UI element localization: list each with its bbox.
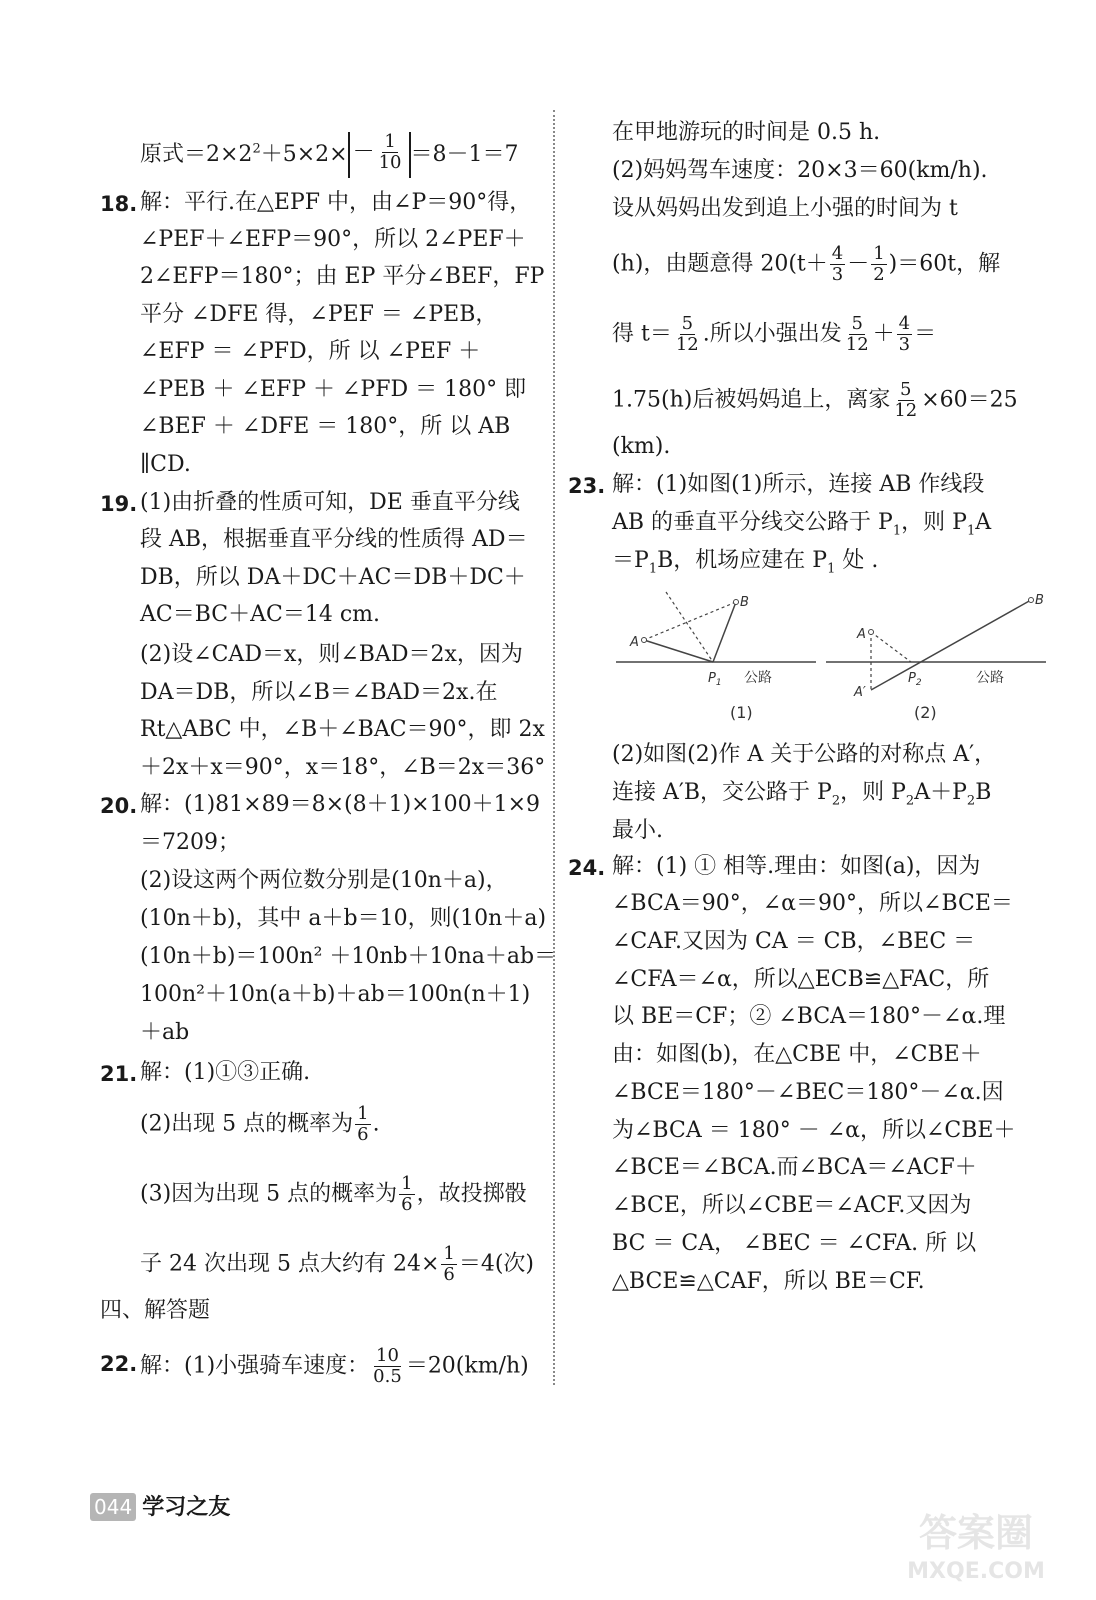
q19-line-3: DB，所以 DA＋DC＋AC＝DB＋DC＋ [140, 565, 526, 590]
segment-AP1 [644, 640, 713, 662]
fraction-1-2 [871, 244, 886, 285]
denominator: 12 [894, 400, 918, 421]
question-number-20: 20. [100, 794, 138, 818]
question-number-18: 18. [100, 192, 138, 216]
q19-line-7: Rt△ABC 中，∠B＋∠BAC＝90°，即 2x [140, 717, 545, 742]
r-text-4b: － [847, 251, 870, 277]
page-footer [90, 1490, 230, 1521]
q23-line-3 [612, 546, 878, 584]
segment-P1B [713, 602, 736, 662]
numerator: 10 [376, 1345, 399, 1366]
point-B [734, 600, 739, 605]
q21-text-3: (3)因为出现 5 点的概率为 [140, 1181, 398, 1207]
q18-line-5: ∠EFP ＝ ∠PFD，所 以 ∠PEF ＋ [140, 339, 481, 364]
column-divider [553, 110, 555, 1385]
denominator: 2 [873, 264, 885, 285]
q21-line-4 [140, 1244, 534, 1285]
q24-line-3: ∠CAF.又因为 CA ＝ CB，∠BEC ＝ [612, 929, 976, 954]
denominator: 6 [401, 1194, 413, 1215]
q24-line-6: 由：如图(b)，在△CBE 中，∠CBE＋ [612, 1042, 982, 1067]
denominator: 6 [443, 1264, 455, 1285]
q20-line-6: 100n²＋10n(a＋b)＋ab＝100n(n＋1) [140, 982, 531, 1007]
q23-line-4: (2)如图(2)作 A 关于公路的对称点 A′， [612, 742, 997, 767]
r-text-6a: 1.75(h)后被妈妈追上，离家 [612, 387, 891, 413]
perpendicular-bisector [666, 592, 713, 662]
figure-2 [826, 593, 1046, 722]
q18-line-2: ∠PEF＋∠EFP＝90°，所以 2∠PEF＋ [140, 227, 526, 252]
numerator: 5 [851, 313, 863, 334]
q24-line-7: ∠BCE＝180°－∠BEC＝180°－∠α.因 [612, 1080, 1004, 1105]
question-number-22: 22. [100, 1352, 138, 1376]
q19-line-4: AC＝BC＋AC＝14 cm. [140, 602, 381, 627]
q19-line-2: 段 AB，根据垂直平分线的性质得 AD＝ [140, 527, 528, 552]
numerator: 1 [443, 1243, 455, 1264]
watermark-title: 答案圈 [918, 1511, 1034, 1555]
q23-text-5c: A＋P [914, 780, 967, 805]
numerator: 1 [357, 1103, 369, 1124]
q21-text-3b: ，故投掷骰 [416, 1181, 527, 1207]
denominator: 3 [831, 264, 844, 285]
denominator: 6 [357, 1124, 369, 1145]
fraction-1-6 [441, 1244, 456, 1285]
denominator: 3 [898, 334, 911, 355]
r-text-4c: )＝60t，解 [888, 251, 1001, 277]
q24-line-2: ∠BCA＝90°，∠α＝90°，所以∠BCE＝ [612, 891, 1013, 916]
label-A-prime: A′ [854, 685, 866, 700]
watermark [876, 1506, 1076, 1586]
q22-text-b: ＝20(km/h) [405, 1353, 529, 1379]
numerator: 4 [898, 313, 911, 334]
q23-line-1: 解：(1)如图(1)所示，连接 AB 作线段 [612, 472, 985, 497]
q21-line-1: 解：(1)①③正确. [140, 1060, 311, 1085]
r-text-5d: ＝ [914, 321, 937, 347]
fraction-5-12 [844, 314, 871, 355]
q23-text-5a: 连接 A′B，交公路于 P [612, 780, 832, 805]
denominator: 12 [675, 334, 699, 355]
q19-line-8: ＋2x＋x＝90°，x＝18°，∠B＝2x＝36° [140, 755, 546, 780]
minus-sign: － [352, 139, 375, 165]
subscript: 2 [905, 793, 915, 809]
q23-text-3b: B，机场应建在 P [657, 548, 828, 573]
question-number-23: 23. [568, 474, 606, 498]
q24-line-4: ∠CFA＝∠α，所以△ECB≌△FAC，所 [612, 967, 990, 992]
subscript: 2 [831, 793, 841, 809]
r-line-7: (km). [612, 434, 671, 459]
subscript: 1 [827, 561, 836, 577]
r-line-5 [612, 314, 936, 355]
q24-line-8: 为∠BCA ＝ 180° － ∠α，所以∠CBE＋ [612, 1118, 1016, 1143]
subscript: 1 [966, 523, 976, 539]
subscript: 1 [892, 523, 902, 539]
q22-line-1 [140, 1346, 529, 1387]
expr-part-3: ＝8－1＝7 [410, 142, 519, 167]
expr-part-2: ＋5×2× [260, 142, 348, 167]
label-B: B [1035, 593, 1044, 608]
r-line-4 [612, 244, 1000, 285]
label-A: A [857, 627, 866, 642]
point-B [1029, 598, 1034, 603]
q18-line-1: 解：平行.在△EPF 中，由∠P＝90°得， [140, 190, 532, 215]
question-number-21: 21. [100, 1062, 138, 1086]
q20-line-1: 解：(1)81×89＝8×(8＋1)×100＋1×9 [140, 792, 541, 817]
q20-line-2: ＝7209； [140, 830, 240, 855]
q21-text-2: (2)出现 5 点的概率为 [140, 1111, 354, 1137]
q23-line-5 [612, 778, 991, 816]
brand-name: 学习之友 [142, 1495, 231, 1520]
figure-1 [616, 592, 816, 722]
q23-text-2b: ，则 P [901, 510, 967, 535]
r-text-5a: 得 t＝ [612, 321, 672, 347]
subscript: 1 [648, 561, 658, 577]
page-number: 044 [90, 1493, 136, 1521]
fraction-1-6 [399, 1174, 414, 1215]
fraction-1-10 [377, 132, 404, 173]
q23-line-2 [612, 508, 991, 546]
figure-diagrams [616, 590, 1056, 730]
question-number-24: 24. [568, 856, 606, 880]
r-text-4a: (h)，由题意得 20(t＋ [612, 251, 828, 277]
fraction-4-3 [830, 244, 845, 285]
q23-line-6: 最小. [612, 818, 663, 843]
r-line-2: (2)妈妈驾车速度：20×3＝60(km/h). [612, 158, 988, 183]
q23-text-5b: ，则 P [840, 780, 906, 805]
section-heading: 四、解答题 [100, 1298, 211, 1323]
q24-line-9: ∠BCE＝∠BCA.而∠BCA＝∠ACF＋ [612, 1155, 977, 1180]
q18-line-3: 2∠EFP＝180°；由 EP 平分∠BEF，FP [140, 264, 545, 289]
numerator: 5 [900, 379, 912, 400]
fraction-5-12 [674, 314, 701, 355]
fraction-10-0.5 [371, 1346, 404, 1387]
q20-line-5: (10n＋b)＝100n² ＋10nb＋10na＋ab＝ [140, 944, 557, 969]
numerator: 1 [401, 1173, 413, 1194]
q20-line-3: (2)设这两个两位数分别是(10n＋a)， [140, 868, 508, 893]
label-road: 公路 [976, 670, 1004, 686]
q23-text-3a: ＝P [612, 548, 649, 573]
r-text-5b: .所以小强出发 [702, 321, 842, 347]
q23-text-2a: AB 的垂直平分线交公路于 P [612, 510, 893, 535]
r-text-6b: ×60＝25 [921, 387, 1018, 413]
numerator: 5 [681, 313, 694, 334]
watermark-url: MXQE.COM [907, 1559, 1045, 1584]
q23-text-3c: 处 . [835, 548, 879, 573]
absolute-bracket [348, 132, 411, 178]
q18-line-6: ∠PEB ＋ ∠EFP ＋ ∠PFD ＝ 180° 即 [140, 377, 527, 402]
q19-line-1: (1)由折叠的性质可知，DE 垂直平分线 [140, 490, 520, 515]
q18-line-4: 平分 ∠DFE 得，∠PEF ＝ ∠PEB， [140, 302, 498, 327]
denominator: 12 [845, 334, 869, 355]
denominator: 10 [378, 152, 402, 173]
fraction-5-12 [892, 380, 919, 421]
question-number-19: 19. [100, 492, 138, 516]
denominator: 0.5 [373, 1366, 402, 1387]
r-line-6 [612, 380, 1018, 421]
q23-text-5d: B [975, 780, 992, 805]
caption-2: (2) [914, 703, 937, 722]
exponent: 2 [252, 141, 261, 157]
r-line-3: 设从妈妈出发到追上小强的时间为 t [612, 196, 958, 221]
q19-line-5: (2)设∠CAD＝x，则∠BAD＝2x，因为 [140, 642, 523, 667]
q21-text-4: 子 24 次出现 5 点大约有 24× [140, 1251, 440, 1277]
segment-AB-dashed [644, 602, 736, 640]
q19-line-6: DA＝DB，所以∠B＝∠BAD＝2x.在 [140, 680, 498, 705]
q24-line-10: ∠BCE，所以∠CBE＝∠ACF.又因为 [612, 1193, 972, 1218]
segment-A-prime-B [871, 600, 1031, 690]
q24-line-11: BC ＝ CA， ∠BEC ＝ ∠CFA. 所 以 [612, 1231, 977, 1256]
q24-line-1: 解：(1) ① 相等.理由：如图(a)，因为 [612, 854, 981, 879]
label-P2: $P_2$ [908, 671, 922, 688]
numerator: 1 [384, 131, 396, 152]
q24-line-12: △BCE≌△CAF，所以 BE＝CF. [612, 1269, 925, 1294]
line-original-expression [140, 132, 519, 178]
label-P1: $P_1$ [708, 671, 722, 688]
expr-part-1: 原式＝2×2 [140, 142, 253, 167]
q22-text: 解：(1)小强骑车速度： [140, 1353, 370, 1379]
q21-line-2: (2)出现 5 点的概率为 $\frac{1}{6}$ . [140, 1103, 380, 1145]
q21-line-3 [140, 1174, 527, 1215]
subscript: 2 [966, 793, 976, 809]
r-line-1: 在甲地游玩的时间是 0.5 h. [612, 120, 881, 145]
q24-line-5: 以 BE＝CF；② ∠BCA＝180°－∠α.理 [612, 1004, 1006, 1029]
numerator: 4 [831, 243, 844, 264]
q20-line-7: ＋ab [140, 1020, 190, 1045]
q20-line-4: (10n＋b)，其中 a＋b＝10，则(10n＋a) [140, 906, 547, 931]
label-road: 公路 [744, 670, 772, 686]
point-A [869, 630, 874, 635]
numerator: 1 [873, 243, 885, 264]
r-text-5c: ＋ [872, 321, 895, 347]
q23-text-2c: A [975, 510, 992, 535]
q18-line-7: ∠BEF ＋ ∠DFE ＝ 180°，所 以 AB [140, 414, 511, 439]
label-A: A [630, 635, 639, 650]
label-B: B [740, 595, 749, 610]
q21-text-4b: ＝4(次) [458, 1251, 535, 1277]
q18-line-8: ∥CD. [140, 452, 191, 477]
point-A [642, 638, 647, 643]
caption-1: (1) [730, 703, 753, 722]
segment-AP2 [871, 632, 911, 662]
fraction-4-3 [897, 314, 912, 355]
fraction-1-6 [355, 1104, 370, 1145]
